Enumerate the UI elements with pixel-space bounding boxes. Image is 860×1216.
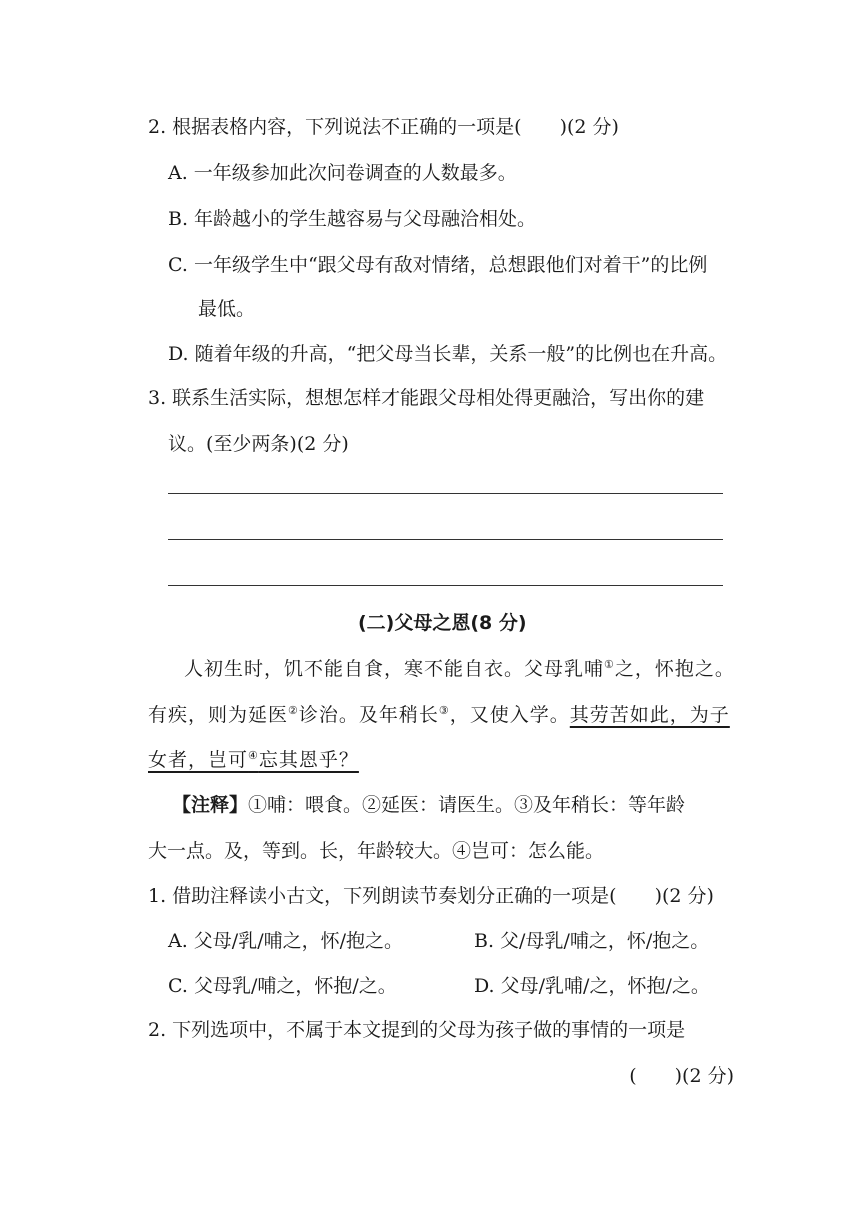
question-2-option-d: D. 随着年级的升高，“把父母当长辈，关系一般”的比例也在升高。	[168, 343, 728, 365]
answer-line-3[interactable]	[168, 585, 723, 586]
question-2-option-c-cont: 最低。	[198, 298, 256, 320]
passage-question-1-option-d: D. 父母/乳哺/之，怀抱/之。	[474, 975, 710, 997]
question-2-stem: 2. 根据表格内容，下列说法不正确的一项是( )(2 分)	[148, 116, 619, 138]
passage-question-1-option-b: B. 父/母乳/哺之，怀/抱之。	[474, 930, 710, 952]
passage-line-3	[148, 748, 359, 772]
answer-line-1[interactable]	[168, 493, 723, 494]
question-2-option-c: C. 一年级学生中“跟父母有敌对情绪，总想跟他们对着干”的比例	[168, 254, 708, 276]
passage-question-1-option-a: A. 父母/乳/哺之，怀/抱之。	[168, 930, 404, 952]
question-2-option-b: B. 年龄越小的学生越容易与父母融洽相处。	[168, 208, 537, 230]
question-2-option-a: A. 一年级参加此次问卷调查的人数最多。	[168, 162, 517, 184]
passage-question-2-stem: 2. 下列选项中，不属于本文提到的父母为孩子做的事情的一项是	[148, 1019, 686, 1041]
question-3-stem-cont: 议。(至少两条)(2 分)	[168, 433, 349, 455]
passage-question-1-option-c: C. 父母乳/哺之，怀抱/之。	[168, 975, 397, 997]
answer-line-2[interactable]	[168, 539, 723, 540]
notes-line-2: 大一点。及，等到。长，年龄较大。④岂可：怎么能。	[148, 840, 605, 862]
underlined-sentence-part-1: 其劳苦如此，为子	[569, 704, 730, 726]
passage-question-2-score: ( )(2 分)	[629, 1065, 734, 1087]
passage-line-1: 人初生时，饥不能自食，寒不能自衣。父母乳哺①之，怀抱之。	[184, 658, 735, 680]
section-title: (二)父母之恩(8 分)	[358, 612, 527, 634]
question-3-stem: 3. 联系生活实际，想想怎样才能跟父母相处得更融洽，写出你的建	[148, 387, 705, 409]
passage-question-1-stem: 1. 借助注释读小古文，下列朗读节奏划分正确的一项是( )(2 分)	[148, 885, 714, 907]
passage-line-2: 有疾，则为延医②诊治。及年稍长③，又使入学。其劳苦如此，为子	[148, 704, 730, 726]
notes-label: 【注释】	[172, 794, 249, 816]
notes-line-1: 【注释】①哺：喂食。②延医：请医生。③及年稍长：等年龄	[172, 794, 686, 816]
underlined-sentence-part-2: 女者，岂可④忘其恩乎？	[148, 749, 359, 771]
